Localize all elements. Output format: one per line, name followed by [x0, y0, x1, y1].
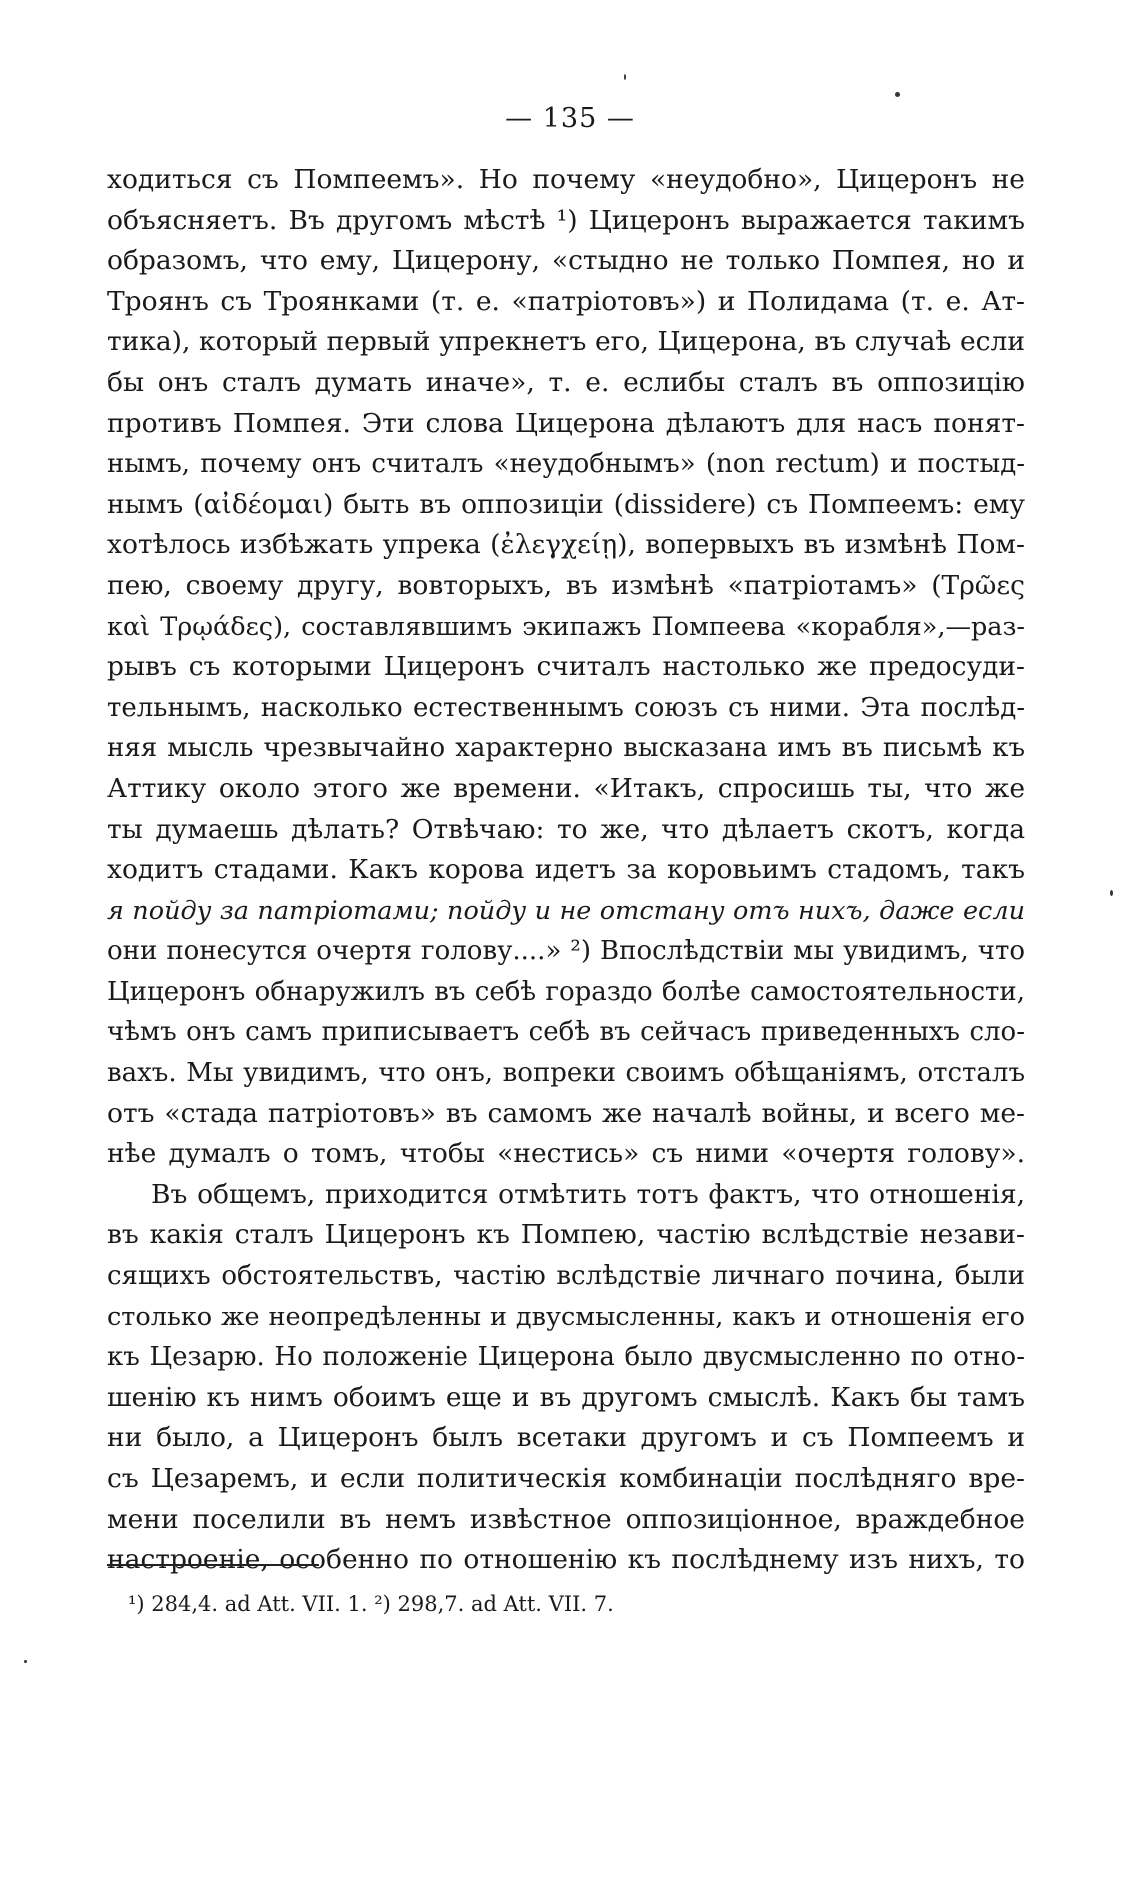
paper-speck	[1110, 890, 1113, 896]
text-line: ходитъ стадами. Какъ корова идетъ за коровьимъ стадомъ, такъ	[107, 854, 1025, 886]
text-line: отъ «стада патріотовъ» въ самомъ же началѣ войны, и всего ме-	[107, 1097, 1025, 1129]
text-line: они понесутся очертя голову....» ²) Впослѣдствіи мы увидимъ, что	[107, 936, 1025, 967]
text-line: ты думаешь дѣлать? Отвѣчаю: то же, что дѣлаетъ скотъ, когда	[107, 813, 1025, 845]
text-line: ходиться съ Помпеемъ». Но почему «неудобно», Цицеронъ не	[107, 164, 1025, 195]
text-line: шенію къ нимъ обоимъ еще и въ другомъ смыслѣ. Какъ бы тамъ	[107, 1381, 1025, 1413]
text-line: мени поселили въ немъ извѣстное оппозиціонное, враждебное	[107, 1503, 1025, 1535]
text-line: καὶ Τρῳάδες), составлявшимъ экипажъ Помпеева «корабля»,—раз-	[107, 611, 1025, 642]
text-line: образомъ, что ему, Цицерону, «стыдно не только Помпея, но и	[107, 245, 1025, 277]
text-line: столько же неопредѣленны и двусмысленны, какъ и отношенія его	[107, 1301, 1025, 1332]
paragraph-2	[107, 1175, 1025, 1581]
text-line: нымъ, почему онъ считалъ «неудобнымъ» (non rectum) и постыд-	[107, 449, 1025, 480]
text-line: Цицеронъ обнаружилъ въ себѣ гораздо болѣе самостоятельности,	[107, 976, 1025, 1007]
text-line: объясняетъ. Въ другомъ мѣстѣ ¹) Цицеронъ выражается такимъ	[107, 204, 1025, 236]
text-line: чѣмъ онъ самъ приписываетъ себѣ въ сейчасъ приведенныхъ сло-	[107, 1017, 1025, 1048]
text-line: съ Цезаремъ, и если политическія комбинаціи послѣдняго вре-	[107, 1463, 1025, 1494]
footnote-divider	[107, 1564, 319, 1566]
paper-speck	[895, 92, 900, 97]
paper-speck	[624, 74, 626, 80]
text-line: няя мысль чрезвычайно характерно высказана имъ въ письмѣ къ	[107, 733, 1025, 764]
body-text	[107, 160, 1025, 1581]
footnotes: ¹) 284,4. ad Att. VII. 1. ²) 298,7. ad Att. VII. 7.	[128, 1592, 614, 1616]
text-line: Троянъ съ Троянками (т. е. «патріотовъ») и Полидама (т. е. Ат-	[107, 285, 1025, 317]
text-line: нымъ (αἰδέομαι) быть въ оппозиціи (dissidere) съ Помпеемъ: ему	[107, 488, 1025, 520]
text-line: пею, своему другу, вовторыхъ, въ измѣнѣ «патріотамъ» (Τρῶες	[107, 569, 1025, 601]
text-line: настроеніе, особенно по отношенію къ послѣднему изъ нихъ, то	[107, 1544, 1025, 1576]
text-line: въ какія сталъ Цицеронъ къ Помпею, частію вслѣдствіе незави-	[107, 1219, 1025, 1251]
text-line: нѣе думалъ о томъ, чтобы «нестись» съ ними «очертя голову».	[107, 1138, 1025, 1170]
paper-speck	[24, 1660, 27, 1663]
text-line: хотѣлось избѣжать упрека (ἐλεγχείῃ), вопервыхъ въ измѣнѣ Пом-	[107, 529, 1025, 561]
text-line: я пойду за патріотами; пойду и не отстану отъ нихъ, даже если	[107, 895, 1025, 926]
text-line: противъ Помпея. Эти слова Цицерона дѣлаютъ для насъ понят-	[107, 407, 1025, 439]
text-line: Аттику около этого же времени. «Итакъ, спросишь ты, что же	[107, 772, 1025, 804]
text-line: вахъ. Мы увидимъ, что онъ, вопреки своимъ обѣщаніямъ, отсталъ	[107, 1058, 1025, 1089]
text-line: бы онъ сталъ думать иначе», т. е. еслибы сталъ въ оппозицію	[107, 366, 1025, 398]
text-line: рывъ съ которыми Цицеронъ считалъ настолько же предосуди-	[107, 651, 1025, 683]
paragraph-1	[107, 160, 1025, 1175]
page-number: — 135 —	[505, 103, 635, 134]
text-line: тельнымъ, насколько естественнымъ союзъ съ ними. Эта послѣд-	[107, 692, 1025, 723]
text-line: тика), который первый упрекнетъ его, Цицерона, въ случаѣ если	[107, 326, 1025, 358]
text-line: къ Цезарю. Но положеніе Цицерона было двусмысленно по отно-	[107, 1342, 1025, 1373]
text-line: сящихъ обстоятельствъ, частію вслѣдствіе личнаго почина, были	[107, 1261, 1025, 1292]
text-line: ни было, а Цицеронъ былъ всетаки другомъ и съ Помпеемъ и	[107, 1422, 1025, 1454]
text-line: Въ общемъ, приходится отмѣтить тотъ фактъ, что отношенія,	[151, 1178, 1025, 1210]
